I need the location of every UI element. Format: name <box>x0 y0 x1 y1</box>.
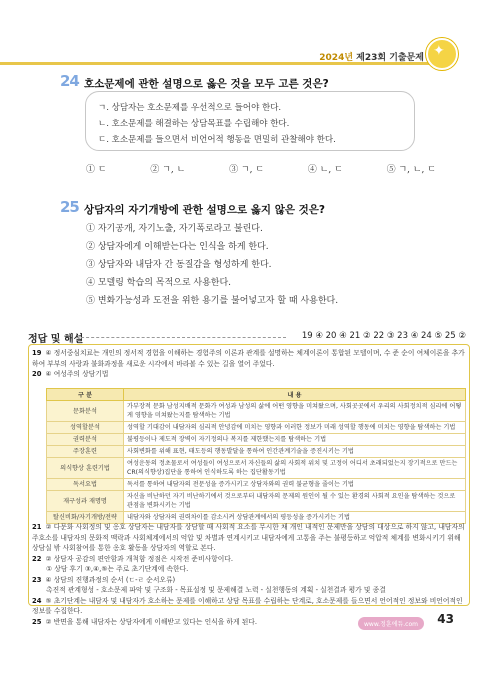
table-row: 탈신비화/자기개방/전략 내담자와 상담자의 권력차이를 감소시켜 상담관계에서의 평등성을 증가시키는 기법 <box>47 512 466 524</box>
question-24-text: 호소문제에 관한 설명으로 옳은 것을 모두 고른 것은? <box>84 78 329 90</box>
explanation-24: 24 ⑤ 초기단계는 내담자 및 내담자가 호소하는 문제를 이해하고 상담 목표를 수립하는 단계로, 호소문제를 들으면서 언어적인 정보와 비언어적인 정보를 수집한다. <box>32 596 463 615</box>
question-25-choices <box>86 220 338 310</box>
question-24-number: 24 <box>60 72 79 90</box>
answer-keys: 19 ④ 20 ④ 21 ② 22 ③ 23 ④ 24 ⑤ 25 ② <box>301 331 466 341</box>
q24-item-2: ㄴ. 호소문제를 해결하는 상담목표를 수립해야 한다. <box>98 119 290 129</box>
answer-explanations <box>32 348 466 380</box>
question-25-number: 25 <box>60 198 79 216</box>
header-title <box>319 50 424 63</box>
lightbulb-icon: ✦ <box>426 38 458 70</box>
question-24-box <box>85 91 415 151</box>
table-header-category: 구 분 <box>47 389 124 401</box>
q24-item-3: ㄷ. 호소문제를 들으면서 비언어적 행동을 면밀히 관찰해야 한다. <box>98 135 336 145</box>
explanation-25: 25 ② 반면을 통해 내담자는 상담자에게 이해받고 있다는 인식을 하게 된다. <box>32 617 258 626</box>
table-row: 독서요법 독서를 통하여 내담자의 전문성을 증가시키고 상담자와의 권력 불균형을 줄이는 기법 <box>47 479 466 491</box>
header-round: 제23회 기출문제 <box>356 53 424 63</box>
table-row: 주장훈련 사회변화를 위해 표현, 태도등의 행동발달을 통하여 인간관계기술을 증진시키는 기법 <box>47 446 466 458</box>
q25-choice-5[interactable]: ⑤ 변화가능성과 도전을 위한 용기를 불어넣고자 할 때 사용한다. <box>86 296 339 306</box>
answer-header <box>28 330 468 344</box>
explanation-20: 20 ④ 여성주의 상담기법 <box>32 370 109 378</box>
answer-dashed-rule <box>76 337 286 338</box>
q24-item-1: ㄱ. 상담자는 호소문제를 우선적으로 들어야 한다. <box>98 103 282 113</box>
table-row: 의식향상 훈련기법 여성운동의 정초물로서 여성들이 여성으로서 자신들의 삶의 사회적 위치 및 고정이 어디서 초래되었는지 장기적으로 만드는 CR(의식향상)집단을 통하여 인식하도록 하는 집단활동기법 <box>47 458 466 479</box>
q25-choice-4[interactable]: ④ 모델링 학습의 목적으로 사용한다. <box>86 278 232 288</box>
page-number: 43 <box>437 612 454 626</box>
q24-choice-4[interactable]: ④ ㄴ, ㄷ <box>307 165 343 175</box>
answer-title: 정답 및 해설 <box>28 334 84 345</box>
q24-choice-5[interactable]: ⑤ ㄱ, ㄴ, ㄷ <box>386 165 436 175</box>
explanation-23b: 촉진적 관계형성 - 호소문제 파악 및 구조화 - 목표설정 및 문제해결 노력 - 실천행동의 계획 - 실천결과 평가 및 종결 <box>46 586 386 594</box>
explanation-23: 23 ④ 상담의 진행과정의 순서 (ㄷ-ㄹ 순서오류) <box>32 575 176 584</box>
q24-choice-2[interactable]: ② ㄱ, ㄴ <box>150 165 186 175</box>
q24-choice-3[interactable]: ③ ㄱ, ㄷ <box>229 165 265 175</box>
table-row: 문화분석 가부장적 문화 남성지배적 문화가 여성과 남성의 삶에 어떤 영향을 미쳐왔으며, 사회곳곳에서 우리의 사회정치적 심리에 어떻게 영향을 미쳐왔는지를 탐색하는 기법 <box>47 401 466 422</box>
q25-choice-3[interactable]: ③ 상담자와 내담자 간 동질감을 형성하게 한다. <box>86 260 272 270</box>
question-25-text: 상담자의 자기개방에 관한 설명으로 옳지 않은 것은? <box>84 204 326 216</box>
table-row: 성역할분석 성역할 기대감이 내담자의 심리적 안녕감에 미치는 영향과 이러한 정보가 미래 성역할 행동에 미치는 영향을 탐색하는 기법 <box>47 422 466 434</box>
q25-choice-1[interactable]: ① 자기공개, 자기노출, 자기폭로라고 불린다. <box>86 224 263 234</box>
q24-choice-1[interactable]: ① ㄷ <box>86 165 107 175</box>
header-year: 2024년 <box>319 53 354 63</box>
footer-url[interactable]: www.정훈에듀.com <box>358 617 424 630</box>
feminist-techniques-table <box>46 388 466 524</box>
table-row: 재구성과 재명명 자신을 비난하던 자기 비난하기에서 것으로부터 내담자의 문제의 원인이 될 수 있는 환경의 사회적 요인을 탐색하는 것으로 관점을 변화시키는 기법 <box>47 491 466 512</box>
explanation-19: 19 ④ 정서중심치료는 개인의 정서적 경험을 이해하는 경험주의 이론과 관계를 설명하는 체계이론이 통합된 모델이며, 수 준 순이 여체이론을 추가하여 부부의 사랑과 불화과정을 새로운 시각에서 바라볼 수 있는 길을 열어 주었다. <box>32 349 465 368</box>
explanation-22b: ① 상담 후기 ③,④,⑤는 주로 초기단계에 속한다. <box>46 565 189 573</box>
answer-explanations-lower <box>32 522 466 627</box>
question-24-choices <box>86 162 436 175</box>
table-row: 권력분석 불평등이나 제도적 장벽이 자기정의나 복지를 제한했는지를 탐색하는 기법 <box>47 434 466 446</box>
table-header-content: 내 용 <box>124 389 466 401</box>
explanation-21: 21 ② 다문화 사회정의 및 옹호 상담자는 내담자를 상담할 때 사회적 요소를 무시한 채 개인 내적인 문제만을 상담의 대상으로 하지 않고, 내담자의 주호소를 내담자의 문화적 맥락과 사회체계에서의 억압 및 차별과 연계시키고 내담자에게 고통을 주는 불평등하고 억압적 체계를 변화시키기 위해 상담실 밖 사회참여를 통한 옹호 활동을 상담자의 역할로 본다. <box>32 523 465 552</box>
explanation-22: 22 ② 상담자 공감의 편안함과 개척함 정점은 시작전 준비사항이다. <box>32 554 233 563</box>
q25-choice-2[interactable]: ② 상담자에게 이해받는다는 인식을 하게 한다. <box>86 242 269 252</box>
